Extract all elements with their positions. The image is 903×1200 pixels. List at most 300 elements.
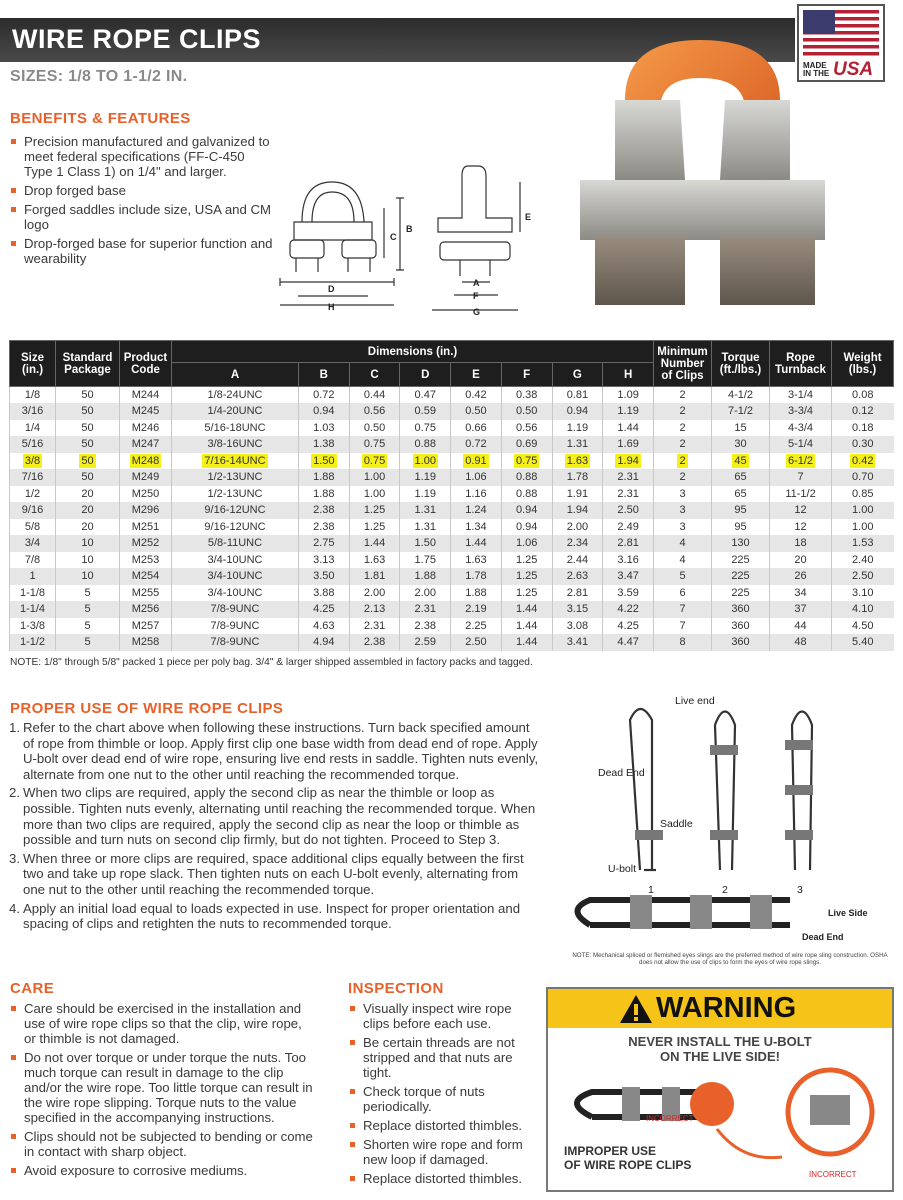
table-cell: M258 — [120, 634, 172, 651]
col-header-min: Minimum Number of Clips — [654, 341, 712, 387]
table-cell: 5.40 — [832, 634, 894, 651]
table-row — [10, 618, 894, 635]
step-1-label: 1 — [648, 884, 654, 896]
table-cell: M257 — [120, 618, 172, 635]
table-cell: M254 — [120, 568, 172, 585]
table-cell: 3/8-16UNC — [172, 436, 299, 453]
table-row — [10, 420, 894, 437]
table-cell: 0.94 — [501, 502, 552, 519]
table-cell: 3/4 — [10, 535, 56, 552]
list-item: Avoid exposure to corrosive mediums. — [9, 1163, 314, 1178]
inspection-list — [348, 1001, 540, 1190]
table-cell: 50 — [56, 453, 120, 470]
table-cell: 2 — [654, 420, 712, 437]
table-cell: 2 — [654, 403, 712, 420]
list-item: Drop forged base — [9, 183, 274, 198]
table-cell: 1/2 — [10, 486, 56, 503]
dim-label-e: E — [525, 212, 532, 222]
table-cell: 0.69 — [501, 436, 552, 453]
table-cell: 2.00 — [349, 585, 400, 602]
table-cell: 50 — [56, 387, 120, 404]
table-cell: 1.91 — [552, 486, 603, 503]
table-cell: 2.75 — [298, 535, 349, 552]
step-2-label: 2 — [722, 884, 728, 896]
table-cell: 360 — [712, 601, 770, 618]
table-cell: M247 — [120, 436, 172, 453]
table-cell: 1.44 — [501, 601, 552, 618]
table-cell: 0.88 — [501, 486, 552, 503]
table-cell: 37 — [770, 601, 832, 618]
table-cell: 2.49 — [603, 519, 654, 536]
table-cell: 1.88 — [400, 568, 451, 585]
table-row — [10, 585, 894, 602]
table-cell: 1.63 — [552, 453, 603, 470]
table-cell: 1.06 — [451, 469, 502, 486]
table-cell: 4.63 — [298, 618, 349, 635]
table-cell: 2.38 — [298, 502, 349, 519]
clip-dimension-diagram — [272, 160, 532, 320]
table-cell: 0.70 — [832, 469, 894, 486]
table-cell: 0.42 — [451, 387, 502, 404]
table-cell: M250 — [120, 486, 172, 503]
table-cell: 0.75 — [349, 436, 400, 453]
list-item: Check torque of nuts periodically. — [348, 1084, 540, 1114]
table-cell: 20 — [770, 552, 832, 569]
warning-title: WARNING — [656, 992, 797, 1024]
improper-line-2: OF WIRE ROPE CLIPS — [564, 1158, 692, 1172]
table-cell: 2.31 — [349, 618, 400, 635]
table-cell: 65 — [712, 469, 770, 486]
dim-label-f: F — [473, 291, 479, 301]
table-cell: 45 — [712, 453, 770, 470]
table-note: NOTE: 1/8" through 5/8" packed 1 piece per poly bag. 3/4" & larger shipped assembled in factory packs and tagged. — [10, 657, 533, 668]
table-cell: 360 — [712, 634, 770, 651]
table-cell: 225 — [712, 568, 770, 585]
table-cell: 3.10 — [832, 585, 894, 602]
wire-rope-clip-photo — [575, 40, 895, 310]
table-cell: 2.34 — [552, 535, 603, 552]
table-cell: 1.44 — [603, 420, 654, 437]
table-cell: 7/8-9UNC — [172, 634, 299, 651]
table-cell: 12 — [770, 502, 832, 519]
u-bolt-label: U-bolt — [608, 863, 637, 875]
table-row — [10, 552, 894, 569]
table-cell: M245 — [120, 403, 172, 420]
dim-label-a: A — [473, 278, 480, 288]
col-header-code: Product Code — [120, 341, 172, 387]
incorrect-label-1: INCORRECT — [646, 1114, 694, 1123]
table-cell: 0.44 — [349, 387, 400, 404]
table-cell: 1.63 — [349, 552, 400, 569]
table-cell: 20 — [56, 519, 120, 536]
table-cell: 360 — [712, 618, 770, 635]
table-cell: 2.44 — [552, 552, 603, 569]
table-cell: 1.75 — [400, 552, 451, 569]
table-cell: 1/2-13UNC — [172, 486, 299, 503]
table-cell: 1.44 — [451, 535, 502, 552]
table-cell: 1/8 — [10, 387, 56, 404]
col-header-weight: Weight (lbs.) — [832, 341, 894, 387]
table-cell: 2.13 — [349, 601, 400, 618]
table-cell: 1.44 — [501, 634, 552, 651]
table-cell: 3.16 — [603, 552, 654, 569]
table-row — [10, 453, 894, 470]
badge-usa: USA — [833, 59, 874, 80]
table-cell: 3.41 — [552, 634, 603, 651]
table-cell: 4.50 — [832, 618, 894, 635]
table-cell: 4.94 — [298, 634, 349, 651]
table-cell: 30 — [712, 436, 770, 453]
col-header-d: D — [400, 363, 451, 387]
table-row — [10, 387, 894, 404]
list-item: 4. Apply an initial load equal to loads expected in use. Inspect for proper orientation and spacing of clips and retighten the nuts to recommended torque. — [9, 900, 521, 932]
table-cell: 20 — [56, 486, 120, 503]
table-cell: 2.50 — [832, 568, 894, 585]
table-cell: 2 — [654, 453, 712, 470]
table-cell: 0.47 — [400, 387, 451, 404]
table-cell: 50 — [56, 469, 120, 486]
table-cell: 2.31 — [400, 601, 451, 618]
table-cell: 1.25 — [501, 552, 552, 569]
table-cell: 1.78 — [451, 568, 502, 585]
table-cell: M256 — [120, 601, 172, 618]
spec-table — [9, 340, 894, 651]
warning-line-2: ON THE LIVE SIDE! — [660, 1049, 780, 1064]
incorrect-label-2: INCORRECT — [809, 1170, 857, 1177]
table-cell: 1-1/4 — [10, 601, 56, 618]
table-cell: 0.75 — [349, 453, 400, 470]
table-cell: 2.81 — [552, 585, 603, 602]
table-cell: 4-3/4 — [770, 420, 832, 437]
table-cell: 8 — [654, 634, 712, 651]
table-row — [10, 403, 894, 420]
list-item: Do not over torque or under torque the nuts. Too much torque can result in damage to the clip and/or the wire rope. Too little torque can result in the wire rope slipping. Torque nuts to the value specified in the accompanying instructions. — [9, 1050, 314, 1125]
table-cell: M253 — [120, 552, 172, 569]
table-cell: 7 — [654, 618, 712, 635]
table-cell: 1.00 — [349, 469, 400, 486]
table-cell: 1.19 — [552, 420, 603, 437]
list-item: 2. When two clips are required, apply the second clip as near the thimble or loop as possible. Tighten nuts evenly, alternating until reaching the recommended torque. When more than two clips are required, apply the second clip as near the loop or thimble as possible and turn nuts on second clip firmly, but do not tighten. Proceed to Step 3. — [9, 785, 536, 848]
table-cell: 20 — [56, 502, 120, 519]
table-cell: 26 — [770, 568, 832, 585]
table-cell: 1.31 — [400, 502, 451, 519]
list-item: Replace distorted thimbles. — [348, 1171, 540, 1186]
table-cell: 1.25 — [349, 502, 400, 519]
col-header-h: H — [603, 363, 654, 387]
table-cell: 2.59 — [400, 634, 451, 651]
care-list — [9, 1001, 314, 1182]
table-cell: 4.22 — [603, 601, 654, 618]
table-cell: 2.38 — [400, 618, 451, 635]
table-cell: 1.03 — [298, 420, 349, 437]
table-cell: 0.50 — [349, 420, 400, 437]
table-cell: 1.94 — [552, 502, 603, 519]
table-cell: 3/16 — [10, 403, 56, 420]
table-cell: 1.69 — [603, 436, 654, 453]
col-header-std: Standard Package — [56, 341, 120, 387]
dim-label-d: D — [328, 284, 335, 294]
live-side-label: Live Side — [828, 908, 868, 918]
table-cell: M248 — [120, 453, 172, 470]
table-cell: 1/4 — [10, 420, 56, 437]
warning-box — [546, 987, 894, 1192]
table-cell: 3.15 — [552, 601, 603, 618]
table-cell: 2 — [654, 469, 712, 486]
table-cell: 1.44 — [349, 535, 400, 552]
table-cell: 225 — [712, 552, 770, 569]
table-cell: 0.08 — [832, 387, 894, 404]
table-cell: 1.81 — [349, 568, 400, 585]
table-cell: 1 — [10, 568, 56, 585]
table-cell: 95 — [712, 502, 770, 519]
table-cell: 4.25 — [603, 618, 654, 635]
table-cell: 15 — [712, 420, 770, 437]
table-cell: M296 — [120, 502, 172, 519]
table-cell: 1.09 — [603, 387, 654, 404]
table-cell: 0.66 — [451, 420, 502, 437]
table-cell: 1-1/2 — [10, 634, 56, 651]
table-cell: 225 — [712, 585, 770, 602]
badge-in-the: IN THE — [803, 69, 830, 78]
table-cell: M251 — [120, 519, 172, 536]
table-row — [10, 486, 894, 503]
col-header-turnback: Rope Turnback — [770, 341, 832, 387]
table-cell: 1.53 — [832, 535, 894, 552]
col-header-size: Size (in.) — [10, 341, 56, 387]
table-cell: 1.00 — [400, 453, 451, 470]
table-row — [10, 634, 894, 651]
table-cell: 9/16-12UNC — [172, 519, 299, 536]
table-cell: 95 — [712, 519, 770, 536]
table-cell: 44 — [770, 618, 832, 635]
table-cell: 0.38 — [501, 387, 552, 404]
table-cell: 0.59 — [400, 403, 451, 420]
table-cell: 3-1/4 — [770, 387, 832, 404]
table-cell: M255 — [120, 585, 172, 602]
care-heading: CARE — [10, 980, 55, 997]
table-cell: 0.94 — [501, 519, 552, 536]
table-cell: 1.88 — [451, 585, 502, 602]
list-item: Drop-forged base for superior function and wearability — [9, 236, 274, 266]
table-cell: 3.59 — [603, 585, 654, 602]
table-cell: 1.24 — [451, 502, 502, 519]
table-cell: 48 — [770, 634, 832, 651]
table-cell: 0.85 — [832, 486, 894, 503]
table-cell: 5/16 — [10, 436, 56, 453]
table-cell: 4.25 — [298, 601, 349, 618]
table-cell: 3/4-10UNC — [172, 552, 299, 569]
table-row — [10, 568, 894, 585]
table-cell: 0.56 — [501, 420, 552, 437]
table-cell: 3.47 — [603, 568, 654, 585]
dead-end-side-label: Dead End — [802, 932, 844, 942]
table-cell: 0.18 — [832, 420, 894, 437]
table-cell: 2.00 — [552, 519, 603, 536]
table-cell: 65 — [712, 486, 770, 503]
table-cell: M252 — [120, 535, 172, 552]
table-cell: 1/4-20UNC — [172, 403, 299, 420]
benefits-heading: BENEFITS & FEATURES — [10, 110, 191, 127]
table-cell: 7/16 — [10, 469, 56, 486]
table-cell: 0.72 — [298, 387, 349, 404]
table-cell: 7-1/2 — [712, 403, 770, 420]
table-cell: 3 — [654, 502, 712, 519]
table-cell: 1.00 — [349, 486, 400, 503]
list-item: Be certain threads are not stripped and that nuts are tight. — [348, 1035, 540, 1080]
table-cell: 5 — [56, 634, 120, 651]
table-row — [10, 436, 894, 453]
table-cell: 1.63 — [451, 552, 502, 569]
table-cell: 1.06 — [501, 535, 552, 552]
table-cell: 2.63 — [552, 568, 603, 585]
table-cell: 1.94 — [603, 453, 654, 470]
table-cell: 1.25 — [501, 568, 552, 585]
table-cell: 5 — [56, 618, 120, 635]
table-cell: 1/8-24UNC — [172, 387, 299, 404]
table-cell: 7 — [654, 601, 712, 618]
table-cell: 7 — [770, 469, 832, 486]
table-cell: 0.50 — [451, 403, 502, 420]
table-cell: 5/8 — [10, 519, 56, 536]
table-cell: 1.00 — [832, 519, 894, 536]
table-cell: 1.50 — [400, 535, 451, 552]
table-cell: 7/8 — [10, 552, 56, 569]
col-header-c: C — [349, 363, 400, 387]
table-cell: 4 — [654, 535, 712, 552]
rope-installation-diagram — [560, 690, 900, 965]
table-row — [10, 469, 894, 486]
table-cell: 1.88 — [298, 486, 349, 503]
table-cell: 7/8-9UNC — [172, 601, 299, 618]
table-cell: 1.19 — [400, 469, 451, 486]
table-cell: 2.31 — [603, 486, 654, 503]
table-cell: 2.31 — [603, 469, 654, 486]
table-cell: 1.00 — [832, 502, 894, 519]
table-cell: 2.50 — [603, 502, 654, 519]
table-cell: 5/8-11UNC — [172, 535, 299, 552]
col-header-torque: Torque (ft./lbs.) — [712, 341, 770, 387]
table-cell: 1.78 — [552, 469, 603, 486]
table-cell: 5 — [56, 601, 120, 618]
table-cell: 6-1/2 — [770, 453, 832, 470]
table-cell: 5-1/4 — [770, 436, 832, 453]
rope-diagram-note: NOTE: Mechanical spliced or flemished eyes slings are the preferred method of wire rope sling construction. OSHA does not allow the use of clips to form the eyes of wire rope slings. — [572, 952, 888, 966]
table-row — [10, 535, 894, 552]
dead-end-label: Dead End — [598, 767, 645, 779]
table-cell: 2 — [654, 436, 712, 453]
table-cell: 2.38 — [349, 634, 400, 651]
table-cell: 0.72 — [451, 436, 502, 453]
col-header-g: G — [552, 363, 603, 387]
table-cell: 0.42 — [832, 453, 894, 470]
table-cell: 1.25 — [501, 585, 552, 602]
table-cell: 2.38 — [298, 519, 349, 536]
table-cell: 10 — [56, 535, 120, 552]
table-cell: 3-3/4 — [770, 403, 832, 420]
page-subtitle: SIZES: 1/8 TO 1-1/2 IN. — [10, 68, 188, 85]
table-cell: 4.10 — [832, 601, 894, 618]
table-cell: 1.19 — [400, 486, 451, 503]
page-title: WIRE ROPE CLIPS — [12, 24, 262, 54]
dim-label-c: C — [390, 232, 397, 242]
table-cell: 3.08 — [552, 618, 603, 635]
table-cell: M249 — [120, 469, 172, 486]
table-cell: 4 — [654, 552, 712, 569]
dim-label-g: G — [473, 307, 481, 317]
table-cell: 1.34 — [451, 519, 502, 536]
table-cell: 3.88 — [298, 585, 349, 602]
warning-triangle-icon — [618, 993, 654, 1025]
table-cell: 50 — [56, 420, 120, 437]
table-cell: 3 — [654, 486, 712, 503]
table-cell: 1.38 — [298, 436, 349, 453]
table-cell: 4.47 — [603, 634, 654, 651]
table-cell: 5 — [654, 568, 712, 585]
list-item: Clips should not be subjected to bending or come in contact with sharp object. — [9, 1129, 314, 1159]
table-cell: 0.91 — [451, 453, 502, 470]
table-cell: 1.16 — [451, 486, 502, 503]
warning-line-1: NEVER INSTALL THE U-BOLT — [628, 1034, 812, 1049]
table-cell: 50 — [56, 403, 120, 420]
table-cell: 50 — [56, 436, 120, 453]
table-row — [10, 601, 894, 618]
table-cell: 1.25 — [349, 519, 400, 536]
dim-label-h: H — [328, 302, 335, 312]
table-cell: 11-1/2 — [770, 486, 832, 503]
table-cell: 0.50 — [501, 403, 552, 420]
table-cell: 0.88 — [501, 469, 552, 486]
table-cell: 10 — [56, 552, 120, 569]
badge-made: MADE — [803, 61, 827, 70]
table-cell: 0.81 — [552, 387, 603, 404]
table-cell: 2.81 — [603, 535, 654, 552]
col-header-b: B — [298, 363, 349, 387]
table-cell: 12 — [770, 519, 832, 536]
table-cell: 3.13 — [298, 552, 349, 569]
list-item: Care should be exercised in the installation and use of wire rope clips so that the clip, wire rope, or thimble is not damaged. — [9, 1001, 314, 1046]
table-cell: 0.75 — [400, 420, 451, 437]
list-item: Precision manufactured and galvanized to meet federal specifications (FF-C-450 Type 1 Class 1) on 1/4" and larger. — [9, 134, 274, 179]
list-item: Visually inspect wire rope clips before each use. — [348, 1001, 540, 1031]
table-row — [10, 519, 894, 536]
list-item: Shorten wire rope and form new loop if damaged. — [348, 1137, 540, 1167]
table-cell: 2.00 — [400, 585, 451, 602]
table-cell: 1-3/8 — [10, 618, 56, 635]
table-cell: 2 — [654, 387, 712, 404]
table-cell: 7/16-14UNC — [172, 453, 299, 470]
table-cell: 2.19 — [451, 601, 502, 618]
list-item: Forged saddles include size, USA and CM logo — [9, 202, 274, 232]
list-item: 3. When three or more clips are required, space additional clips equally between the first two and take up rope slack. Then tighten nuts on each U-bolt evenly, alternating from one nut to the other until reaching the recommended torque. — [9, 850, 524, 897]
proper-use-list — [9, 720, 539, 935]
table-cell: 1.88 — [298, 469, 349, 486]
table-cell: 0.75 — [501, 453, 552, 470]
table-cell: 1-1/8 — [10, 585, 56, 602]
table-cell: 10 — [56, 568, 120, 585]
table-cell: 2.40 — [832, 552, 894, 569]
table-cell: 18 — [770, 535, 832, 552]
table-cell: 3/8 — [10, 453, 56, 470]
benefits-list — [9, 134, 274, 270]
col-header-f: F — [501, 363, 552, 387]
table-cell: 1.44 — [501, 618, 552, 635]
table-row — [10, 502, 894, 519]
table-cell: 3 — [654, 519, 712, 536]
table-cell: 9/16-12UNC — [172, 502, 299, 519]
live-end-label: Live end — [675, 695, 715, 707]
list-item: Replace distorted thimbles. — [348, 1118, 540, 1133]
table-cell: M246 — [120, 420, 172, 437]
